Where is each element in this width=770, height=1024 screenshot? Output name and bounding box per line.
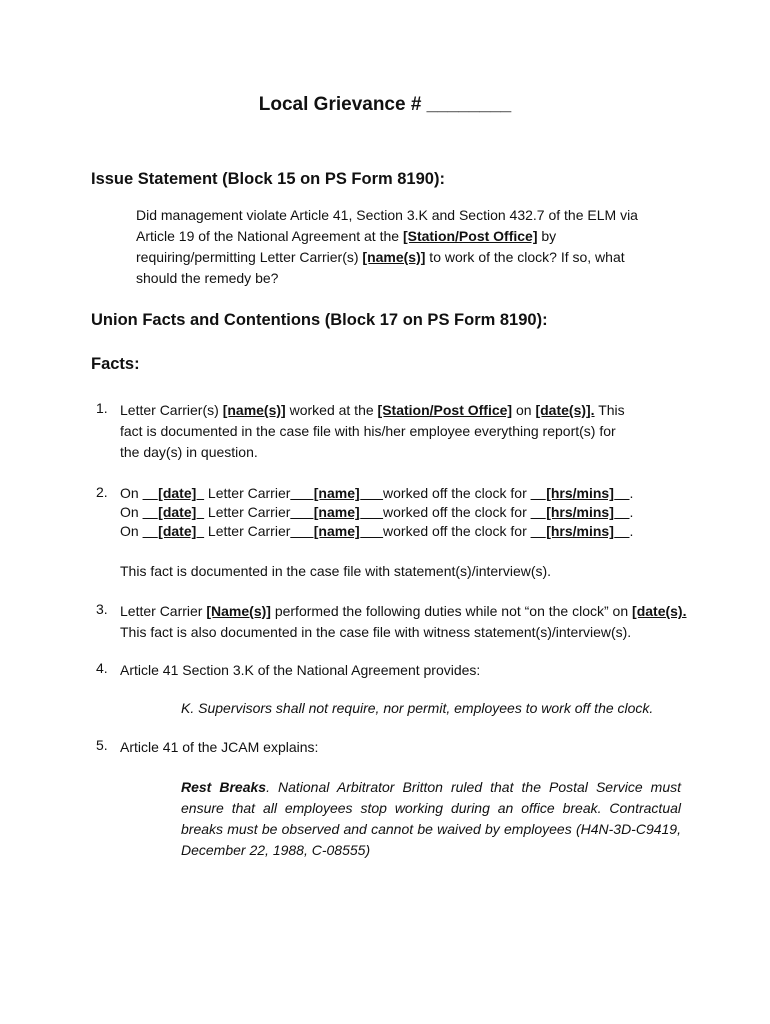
fact-5-quote bbox=[181, 777, 681, 861]
fact-text: Letter Carrier(s) bbox=[120, 402, 223, 418]
fact-text: On bbox=[120, 504, 143, 520]
name-placeholder: [name(s)] bbox=[362, 249, 426, 265]
hrs-placeholder: __[hrs/mins]__ bbox=[530, 523, 630, 539]
fact-1-line-3: the day(s) in question. bbox=[120, 444, 258, 460]
issue-line-3 bbox=[136, 247, 696, 268]
fact-4-text: Article 41 Section 3.K of the National Agreement provides: bbox=[120, 662, 481, 678]
fact-text: worked at the bbox=[285, 402, 378, 418]
hrs-placeholder: __[hrs/mins]__ bbox=[530, 485, 630, 501]
date-placeholder: __[date]_ bbox=[142, 504, 205, 520]
name-placeholder: ___[name]___ bbox=[290, 504, 384, 520]
date-placeholder: [date(s). bbox=[632, 603, 687, 619]
quote-text: . National Arbitrator Britton ruled that the Postal Service must ensure that all employees stop working during an office break. Contractual breaks must be observed and cannot be waived by employees (H4N-3D-C9419, December 22, 1988, C-08555) bbox=[181, 779, 681, 858]
fact-5-text: Article 41 of the JCAM explains: bbox=[120, 739, 319, 755]
fact-3-line-1 bbox=[120, 601, 720, 622]
fact-text: Letter Carrier bbox=[204, 485, 291, 501]
station-placeholder: [Station/Post Office] bbox=[377, 402, 513, 418]
date-placeholder: __[date]_ bbox=[142, 523, 205, 539]
fact-1-line-2: fact is documented in the case file with his/her employee everything report(s) for bbox=[120, 423, 616, 439]
name-placeholder: ___[name]___ bbox=[290, 485, 384, 501]
off-clock-row bbox=[120, 522, 720, 541]
hrs-placeholder: __[hrs/mins]__ bbox=[530, 504, 630, 520]
fact-text: worked off the clock for bbox=[383, 523, 531, 539]
fact-number: 5. bbox=[96, 737, 108, 753]
issue-paragraph bbox=[136, 205, 696, 289]
fact-text: . bbox=[629, 504, 634, 520]
fact-text: . bbox=[629, 485, 634, 501]
fact-text: worked off the clock for bbox=[383, 485, 531, 501]
issue-line-2 bbox=[136, 226, 696, 247]
fact-1 bbox=[120, 400, 720, 463]
quote-bold: Rest Breaks bbox=[181, 779, 267, 795]
fact-text: On bbox=[120, 523, 143, 539]
union-heading: Union Facts and Contentions (Block 17 on PS Form 8190): bbox=[91, 311, 548, 329]
fact-text: Letter Carrier bbox=[120, 603, 207, 619]
fact-3-line-2: This fact is also documented in the case file with witness statement(s)/interview(s). bbox=[120, 624, 632, 640]
issue-text: by bbox=[537, 228, 557, 244]
station-placeholder: [Station/Post Office] bbox=[402, 228, 538, 244]
name-placeholder: [name(s)] bbox=[222, 402, 286, 418]
issue-text: to work of the clock? If so, what bbox=[425, 249, 625, 265]
fact-3 bbox=[120, 601, 720, 643]
fact-2-note: This fact is documented in the case file with statement(s)/interview(s). bbox=[120, 563, 552, 579]
page-title: Local Grievance # ________ bbox=[258, 94, 512, 115]
issue-text: Article 19 of the National Agreement at the bbox=[136, 228, 403, 244]
fact-number: 1. bbox=[96, 400, 108, 416]
facts-heading: Facts: bbox=[91, 355, 140, 373]
fact-number: 4. bbox=[96, 660, 108, 676]
fact-text: Letter Carrier bbox=[204, 523, 291, 539]
fact-1-line-1 bbox=[120, 400, 720, 421]
fact-text: . bbox=[629, 523, 634, 539]
fact-text: On bbox=[120, 485, 143, 501]
issue-text: requiring/permitting Letter Carrier(s) bbox=[136, 249, 363, 265]
name-placeholder: ___[name]___ bbox=[290, 523, 384, 539]
fact-text: on bbox=[512, 402, 536, 418]
date-placeholder: [date(s)]. bbox=[535, 402, 595, 418]
fact-text: worked off the clock for bbox=[383, 504, 531, 520]
issue-line-4: should the remedy be? bbox=[136, 270, 279, 286]
off-clock-row bbox=[120, 484, 720, 503]
off-clock-row bbox=[120, 503, 720, 522]
fact-number: 3. bbox=[96, 601, 108, 617]
fact-text: This bbox=[594, 402, 625, 418]
name-placeholder: [Name(s)] bbox=[206, 603, 271, 619]
fact-text: Letter Carrier bbox=[204, 504, 291, 520]
fact-2 bbox=[120, 484, 720, 541]
fact-number: 2. bbox=[96, 484, 108, 500]
issue-heading: Issue Statement (Block 15 on PS Form 8190): bbox=[91, 170, 445, 188]
date-placeholder: __[date]_ bbox=[142, 485, 205, 501]
fact-text: performed the following duties while not “on the clock” on bbox=[270, 603, 633, 619]
fact-4-quote: K. Supervisors shall not require, nor permit, employees to work off the clock. bbox=[181, 700, 654, 716]
issue-line-1: Did management violate Article 41, Section 3.K and Section 432.7 of the ELM via bbox=[136, 207, 638, 223]
